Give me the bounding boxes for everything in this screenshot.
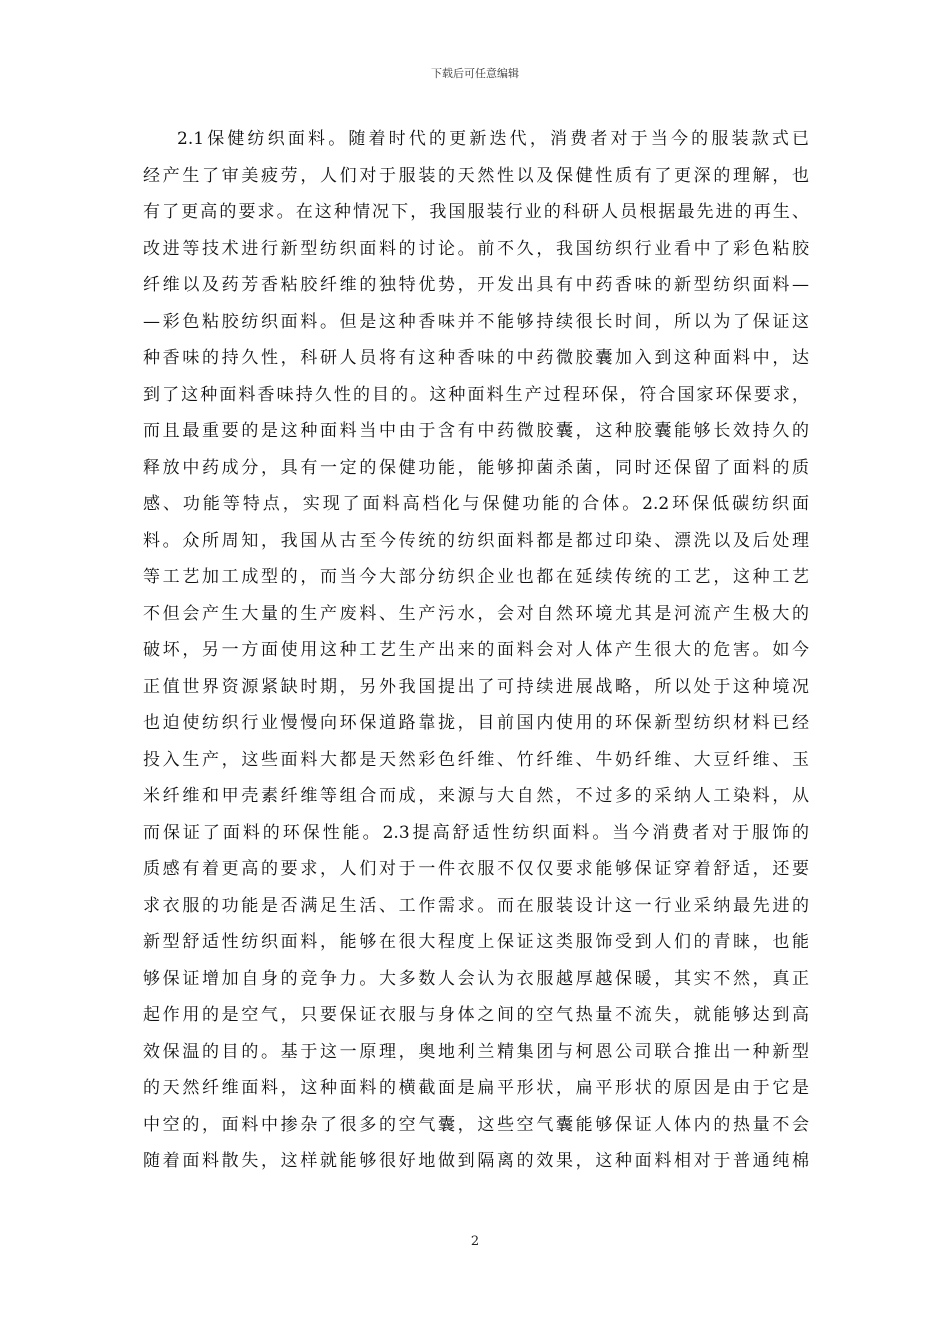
text-line: 2.1保健纺织面料。随着时代的更新迭代，消费者对于当今的服装款式已 [177,129,809,149]
text-line: 正值世界资源紧缺时期，另外我国提出了可持续进展战略，所以处于这种境况 [143,676,809,697]
text-line: 够保证增加自身的竞争力。大多数人会认为衣服越厚越保暖，其实不然，真正 [143,968,809,989]
page-header-note: 下载后可任意编辑 [431,67,519,80]
text-line: 米纤维和甲壳素纤维等组合而成，来源与大自然，不过多的采纳人工染料，从 [143,786,809,806]
page-number: 2 [470,1234,480,1249]
text-line: 也迫使纺织行业慢慢向环保道路靠拢，目前国内使用的环保新型纺织材料已经 [143,713,809,733]
text-line: 到了这种面料香味持久性的目的。这种面料生产过程环保，符合国家环保要求， [143,384,809,405]
text-line: 料。众所周知，我国从古至今传统的纺织面料都是都过印染、漂洗以及后处理 [143,530,809,551]
text-line: 改进等技术进行新型纺织面料的讨论。前不久，我国纺织行业看中了彩色粘胶 [143,238,809,259]
text-line: 有了更高的要求。在这种情况下，我国服装行业的科研人员根据最先进的再生、 [143,202,809,222]
text-line: 效保温的目的。基于这一原理，奥地利兰精集团与柯恩公司联合推出一种新型 [143,1041,809,1062]
text-line: 纤维以及药芳香粘胶纤维的独特优势，开发出具有中药香味的新型纺织面料— [143,275,809,295]
text-line: 种香味的持久性，科研人员将有这种香味的中药微胶囊加入到这种面料中，达 [143,348,809,368]
text-line: 随着面料散失，这样就能够很好地做到隔离的效果，这种面料相对于普通纯棉 [143,1151,809,1171]
text-line: 感、功能等特点，实现了面料高档化与保健功能的合体。2.2环保低碳纺织面 [143,494,809,514]
body-text [143,121,809,1180]
text-line: 投入生产，这些面料大都是天然彩色纤维、竹纤维、牛奶纤维、大豆纤维、玉 [143,749,809,770]
text-line: 等工艺加工成型的，而当今大部分纺织企业也都在延续传统的工艺，这种工艺 [143,567,809,587]
text-line: 起作用的是空气，只要保证衣服与身体之间的空气热量不流失，就能够达到高 [143,1005,809,1025]
text-line: —彩色粘胶纺织面料。但是这种香味并不能够持续很长时间，所以为了保证这 [143,311,809,332]
text-line: 破坏，另一方面使用这种工艺生产出来的面料会对人体产生很大的危害。如今 [143,640,809,660]
text-line: 释放中药成分，具有一定的保健功能，能够抑菌杀菌，同时还保留了面料的质 [143,457,809,478]
text-line: 经产生了审美疲劳，人们对于服装的天然性以及保健性质有了更深的理解，也 [143,165,809,186]
text-line: 而保证了面料的环保性能。2.3提高舒适性纺织面料。当今消费者对于服饰的 [143,822,809,843]
text-line: 的天然纤维面料，这种面料的横截面是扁平形状，扁平形状的原因是由于它是 [143,1078,809,1098]
text-line: 而且最重要的是这种面料当中由于含有中药微胶囊，这种胶囊能够长效持久的 [143,421,809,441]
text-line: 中空的，面料中掺杂了很多的空气囊，这些空气囊能够保证人体内的热量不会 [143,1114,809,1135]
text-line: 求衣服的功能是否满足生活、工作需求。而在服装设计这一行业采纳最先进的 [143,895,809,916]
text-line: 质感有着更高的要求，人们对于一件衣服不仅仅要求能够保证穿着舒适，还要 [143,859,809,879]
text-line: 不但会产生大量的生产废料、生产污水，会对自然环境尤其是河流产生极大的 [143,603,809,624]
text-line: 新型舒适性纺织面料，能够在很大程度上保证这类服饰受到人们的青睐，也能 [143,932,809,952]
